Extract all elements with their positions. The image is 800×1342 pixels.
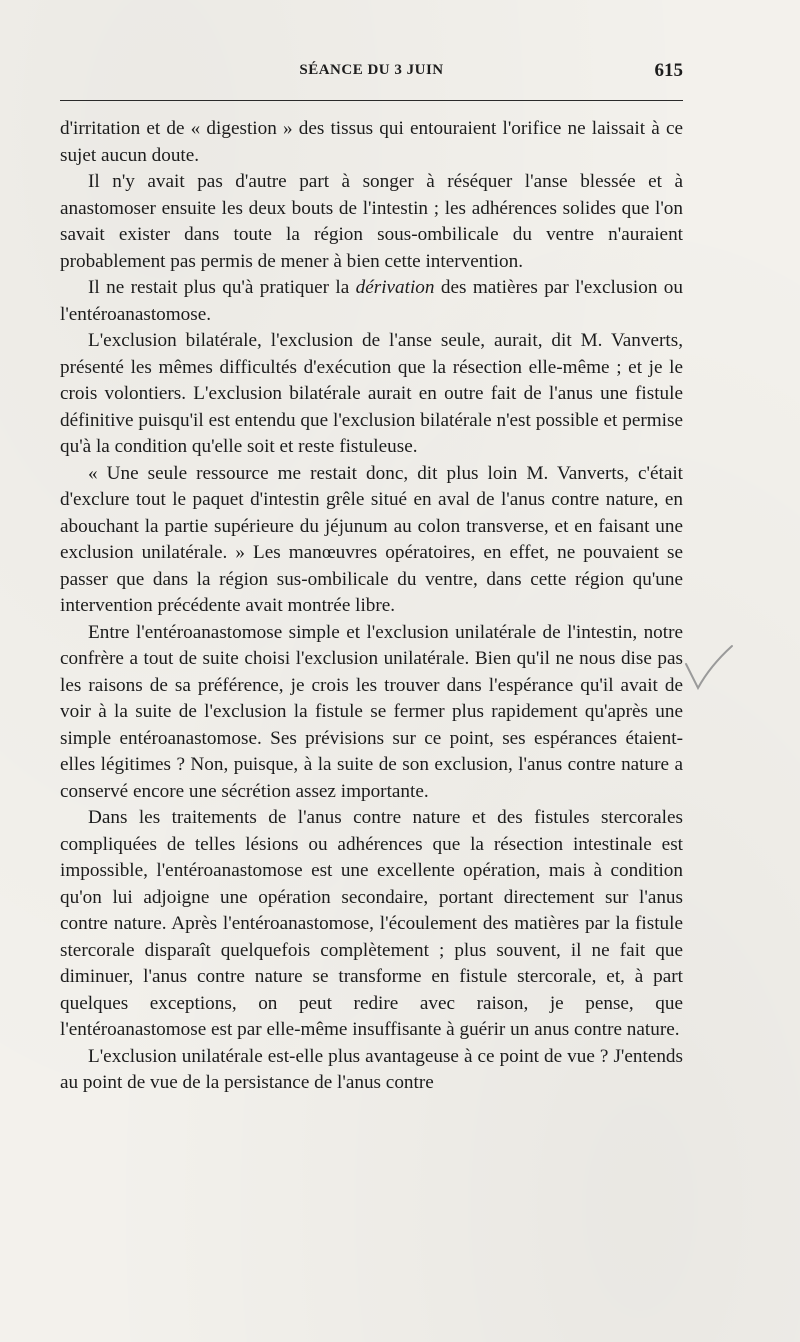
paragraph-7: Dans les traitements de l'anus contre nature et des fistules stercorales compliquées de telles lésions ou adhérences que la résection intestinale est impossible, l'entéroanastomose est une excellente opération, mais à condition qu'on lui adjoigne une opération secondaire, portant directement sur l'anus contre nature. Après l'entéroanastomose, l'écoulement des matières par la fistule stercorale disparaît quelquefois complètement ; plus souvent, il ne fait que diminuer, l'anus contre nature se transforme en fistule stercorale, et, à part quelques exceptions, on peut redire avec raison, je pense, que l'entéroanastomose est par elle-même insuffisante à guérir un anus contre nature. xyxy=(60,807,683,1040)
paragraph-4: L'exclusion bilatérale, l'exclusion de l'anse seule, aurait, dit M. Vanverts, présenté les mêmes difficultés d'exécution que la résection elle-même ; et je le crois volontiers. L'exclusion bilatérale aurait en outre fait de l'anus une fistule définitive puisqu'il est entendu que l'exclusion bilatérale n'est possible et permise qu'à la condition qu'elle soit et reste fistuleuse. xyxy=(60,330,683,457)
paragraph-3-before: Il ne restait plus qu'à pratiquer la xyxy=(88,277,356,298)
header-rule xyxy=(60,100,683,101)
paragraph-3-after: des matières par l'exclusion ou l'entéroanastomose. xyxy=(60,277,683,325)
running-title: SÉANCE DU 3 JUIN xyxy=(299,62,444,78)
italic-term-derivation: dérivation xyxy=(355,277,435,298)
paragraph-6: Entre l'entéroanastomose simple et l'exclusion unilatérale de l'intestin, notre confrère a tout de suite choisi l'exclusion unilatérale. Bien qu'il ne nous dise pas les raisons de sa préférence, je crois les trouver dans l'espérance qu'il avait de voir à la suite de l'exclusion la fistule se fermer plus rapidement qu'après une simple entéroanastomose. Ses prévisions sur ce point, ses espérances étaient-elles légitimes ? Non, puisque, à la suite de son exclusion, l'anus contre nature a conservé encore une sécrétion assez importante. xyxy=(60,621,683,802)
paragraph-1: d'irritation et de « digestion » des tissus qui entouraient l'orifice ne laissait à ce sujet aucun doute. xyxy=(60,118,683,166)
page-number: 615 xyxy=(654,60,683,81)
handwritten-check-icon xyxy=(676,642,736,692)
page-header xyxy=(60,62,683,88)
body-text xyxy=(60,116,683,1097)
paragraph-3 xyxy=(60,275,683,328)
paragraph-5: « Une seule ressource me restait donc, dit plus loin M. Vanverts, c'était d'exclure tout le paquet d'intestin grêle situé en aval de l'anus contre nature, en abouchant la partie supérieure du jéjunum au colon transverse, et en faisant une exclusion unilatérale. » Les manœuvres opératoires, en effet, ne pouvaient se passer que dans la région sus-ombilicale du ventre, dans cette région qu'une intervention précédente avait montrée libre. xyxy=(60,462,683,616)
paragraph-8: L'exclusion unilatérale est-elle plus avantageuse à ce point de vue ? J'entends au point de vue de la persistance de l'anus contre xyxy=(60,1045,683,1093)
paragraph-2: Il n'y avait pas d'autre part à songer à réséquer l'anse blessée et à anastomoser ensuite les deux bouts de l'intestin ; les adhérences solides que l'on savait exister dans toute la région sous-ombilicale du ventre n'auraient probablement pas permis de mener à bien cette intervention. xyxy=(60,171,683,272)
